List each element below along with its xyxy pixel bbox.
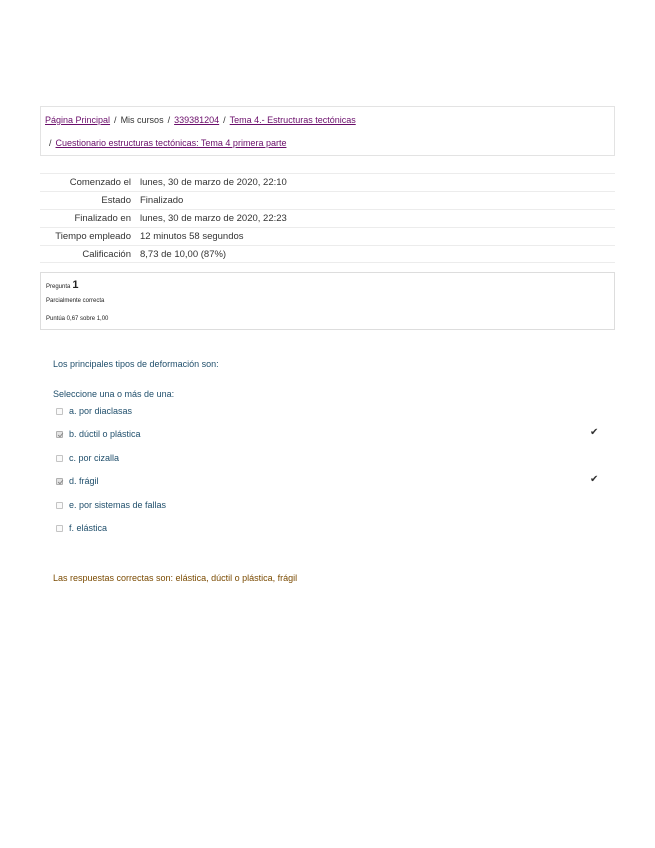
- answer-prompt: Seleccione una o más de una:: [53, 389, 175, 399]
- breadcrumb-line-2: [45, 138, 286, 148]
- answer-option: [56, 521, 606, 544]
- summary-label: Estado: [101, 195, 131, 206]
- question-info-box: [40, 272, 615, 330]
- answer-label: d. frágil: [69, 476, 99, 487]
- answer-label: b. dúctil o plástica: [69, 429, 141, 440]
- answer-checkbox[interactable]: [56, 502, 63, 509]
- question-number: [46, 279, 78, 291]
- summary-value: 12 minutos 58 segundos: [140, 231, 244, 242]
- question-label: Pregunta: [46, 284, 71, 290]
- answer-list: [56, 404, 606, 544]
- correct-check-icon: ✔: [590, 427, 599, 439]
- answer-option: [56, 474, 606, 497]
- answer-label: c. por cizalla: [69, 452, 120, 463]
- summary-value: Finalizado: [140, 195, 184, 206]
- summary-label: Tiempo empleado: [55, 231, 131, 242]
- breadcrumb-home-link[interactable]: Página Principal: [45, 115, 111, 125]
- correct-check-icon: ✔: [590, 474, 599, 486]
- summary-value: lunes, 30 de marzo de 2020, 22:10: [140, 177, 287, 188]
- breadcrumb: [40, 106, 615, 156]
- answer-label: a. por diaclasas: [69, 406, 133, 416]
- answer-option: [56, 498, 606, 521]
- breadcrumb-separator: /: [167, 115, 171, 125]
- answer-checkbox[interactable]: [56, 408, 63, 415]
- summary-row-finished: [40, 209, 615, 227]
- question-grade: Puntúa 0,67 sobre 1,00: [46, 316, 109, 322]
- summary-row-time-taken: [40, 227, 615, 245]
- summary-label: Comenzado el: [69, 177, 131, 188]
- answer-label: f. elástica: [69, 522, 108, 533]
- question-state: Parcialmente correcta: [46, 298, 105, 304]
- breadcrumb-quiz-link[interactable]: Cuestionario estructuras tectónicas: Tema 4 primera parte: [55, 138, 287, 148]
- question-number-value: 1: [72, 279, 79, 291]
- answer-checkbox[interactable]: [56, 431, 63, 438]
- attempt-summary-table: [40, 173, 615, 263]
- breadcrumb-separator: /: [49, 138, 52, 148]
- breadcrumb-line-1: [45, 115, 356, 125]
- correct-answer-feedback: Las respuestas correctas son: elástica, dúctil o plástica, frágil: [53, 573, 298, 583]
- summary-row-grade: [40, 245, 615, 263]
- question-text: Los principales tipos de deformación son:: [53, 359, 219, 369]
- summary-label: Calificación: [82, 249, 131, 260]
- answer-option: [56, 427, 606, 450]
- summary-row-state: [40, 191, 615, 209]
- breadcrumb-separator: /: [223, 115, 226, 125]
- answer-label: e. por sistemas de fallas: [69, 499, 167, 510]
- summary-row-started: [40, 173, 615, 191]
- answer-checkbox[interactable]: [56, 478, 63, 485]
- answer-option: [56, 451, 606, 474]
- answer-option: [56, 404, 606, 427]
- breadcrumb-separator: /: [114, 115, 117, 125]
- summary-value: lunes, 30 de marzo de 2020, 22:23: [140, 213, 287, 224]
- summary-label: Finalizado en: [74, 213, 131, 224]
- answer-checkbox[interactable]: [56, 525, 63, 532]
- breadcrumb-topic-link[interactable]: Tema 4.- Estructuras tectónicas: [229, 115, 356, 125]
- answer-checkbox[interactable]: [56, 455, 63, 462]
- breadcrumb-course-link[interactable]: 339381204: [174, 115, 220, 125]
- breadcrumb-my-courses: Mis cursos: [120, 115, 164, 125]
- summary-value: 8,73 de 10,00 (87%): [140, 249, 227, 260]
